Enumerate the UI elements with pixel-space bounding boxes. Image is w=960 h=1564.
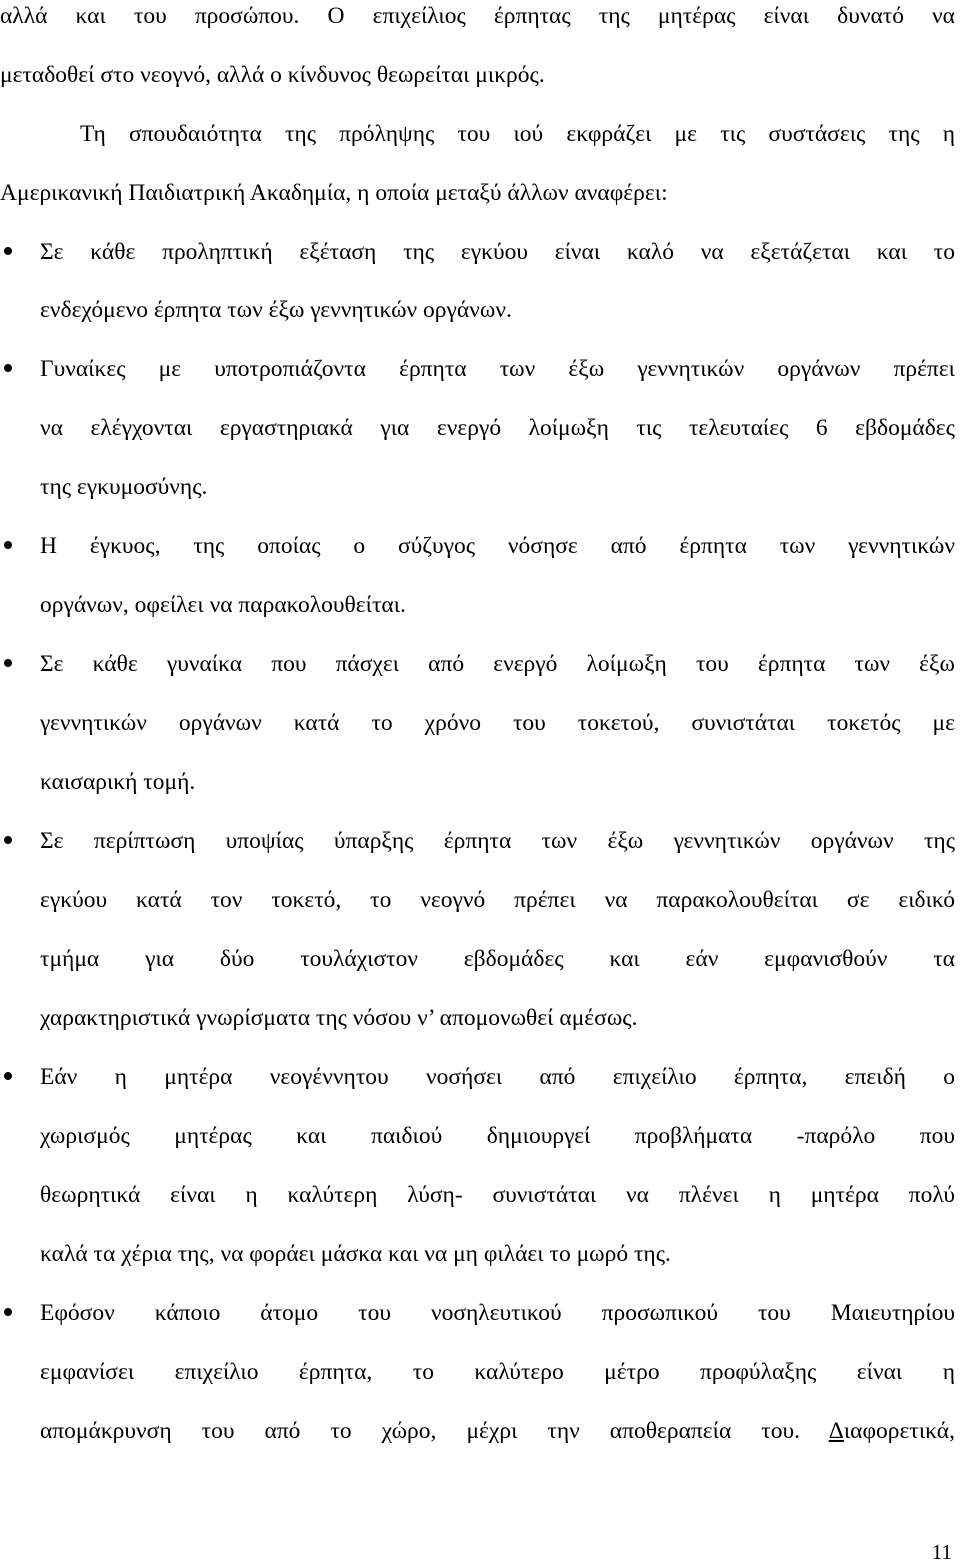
bullet-7-trailing-word [829, 1418, 955, 1444]
bullet-7-line-3-text: απομάκρυνση του από το χώρο, μέχρι την αποθεραπεία του. [40, 1418, 800, 1444]
bullet-2-line-1: Γυναίκες με υποτροπιάζοντα έρπητα των έξω γεννητικών οργάνων πρέπει [40, 356, 955, 382]
bullet-icon [4, 659, 12, 667]
bullet-1-line-2: ενδεχόμενο έρπητα των έξω γεννητικών οργάνων. [40, 297, 512, 323]
bullet-4-line-1: Σε κάθε γυναίκα που πάσχει από ενεργό λοίμωξη του έρπητα των έξω [40, 651, 955, 677]
bullet-2-line-2: να ελέγχονται εργαστηριακά για ενεργό λοίμωξη τις τελευταίες 6 εβδομάδες [40, 415, 955, 441]
intro-line-3: Τη σπουδαιότητα της πρόληψης του ιού εκφράζει με τις συστάσεις της η [80, 121, 955, 147]
bullet-icon [4, 364, 12, 372]
bullet-6-line-4: καλά τα χέρια της, να φοράει μάσκα και να μη φιλάει το μωρό της. [40, 1241, 671, 1267]
bullet-icon [4, 247, 12, 255]
bullet-6-line-3: θεωρητικά είναι η καλύτερη λύση- συνιστάται να πλένει η μητέρα πολύ [40, 1182, 955, 1208]
bullet-icon [4, 541, 12, 549]
bullet-3-line-1: Η έγκυος, της οποίας ο σύζυγος νόσησε από έρπητα των γεννητικών [40, 533, 955, 559]
underlined-letter: Δ [828, 1418, 844, 1444]
trailing-word-rest: ιαφορετικά, [843, 1418, 955, 1444]
bullet-7-line-3 [40, 1416, 955, 1446]
bullet-2-line-3: της εγκυμοσύνης. [40, 474, 208, 500]
intro-line-1: αλλά και του προσώπου. Ο επιχείλιος έρπητας της μητέρας είναι δυνατό να [0, 3, 955, 29]
bullet-5-line-4: χαρακτηριστικά γνωρίσματα της νόσου ν’ απομονωθεί αμέσως. [40, 1005, 638, 1031]
bullet-5-line-2: εγκύου κατά τον τοκετό, το νεογνό πρέπει να παρακολουθείται σε ειδικό [40, 887, 955, 913]
page-number: 11 [931, 1540, 952, 1564]
bullet-7-line-1: Εφόσον κάποιο άτομο του νοσηλευτικού προσωπικού του Μαιευτηρίου [40, 1300, 955, 1326]
intro-line-2: μεταδοθεί στο νεογνό, αλλά ο κίνδυνος θεωρείται μικρός. [0, 62, 545, 88]
bullet-5-line-1: Σε περίπτωση υποψίας ύπαρξης έρπητα των έξω γεννητικών οργάνων της [40, 828, 955, 854]
bullet-6-line-2: χωρισμός μητέρας και παιδιού δημιουργεί προβλήματα -παρόλο που [40, 1123, 955, 1149]
bullet-6-line-1: Εάν η μητέρα νεογέννητου νοσήσει από επιχείλιο έρπητα, επειδή ο [40, 1064, 955, 1090]
intro-line-4: Αμερικανική Παιδιατρική Ακαδημία, η οποία μεταξύ άλλων αναφέρει: [0, 180, 668, 206]
bullet-7-line-2: εμφανίσει επιχείλιο έρπητα, το καλύτερο μέτρο προφύλαξης είναι η [40, 1359, 955, 1385]
bullet-1-line-1: Σε κάθε προληπτική εξέταση της εγκύου είναι καλό να εξετάζεται και το [40, 239, 955, 265]
bullet-icon [4, 1308, 12, 1316]
bullet-icon [4, 1072, 12, 1080]
bullet-4-line-2: γεννητικών οργάνων κατά το χρόνο του τοκετού, συνιστάται τοκετός με [40, 710, 955, 736]
bullet-5-line-3: τμήμα για δύο τουλάχιστον εβδομάδες και εάν εμφανισθούν τα [40, 946, 955, 972]
bullet-icon [4, 836, 12, 844]
bullet-3-line-2: οργάνων, οφείλει να παρακολουθείται. [40, 592, 406, 618]
bullet-4-line-3: καισαρική τομή. [40, 769, 196, 795]
